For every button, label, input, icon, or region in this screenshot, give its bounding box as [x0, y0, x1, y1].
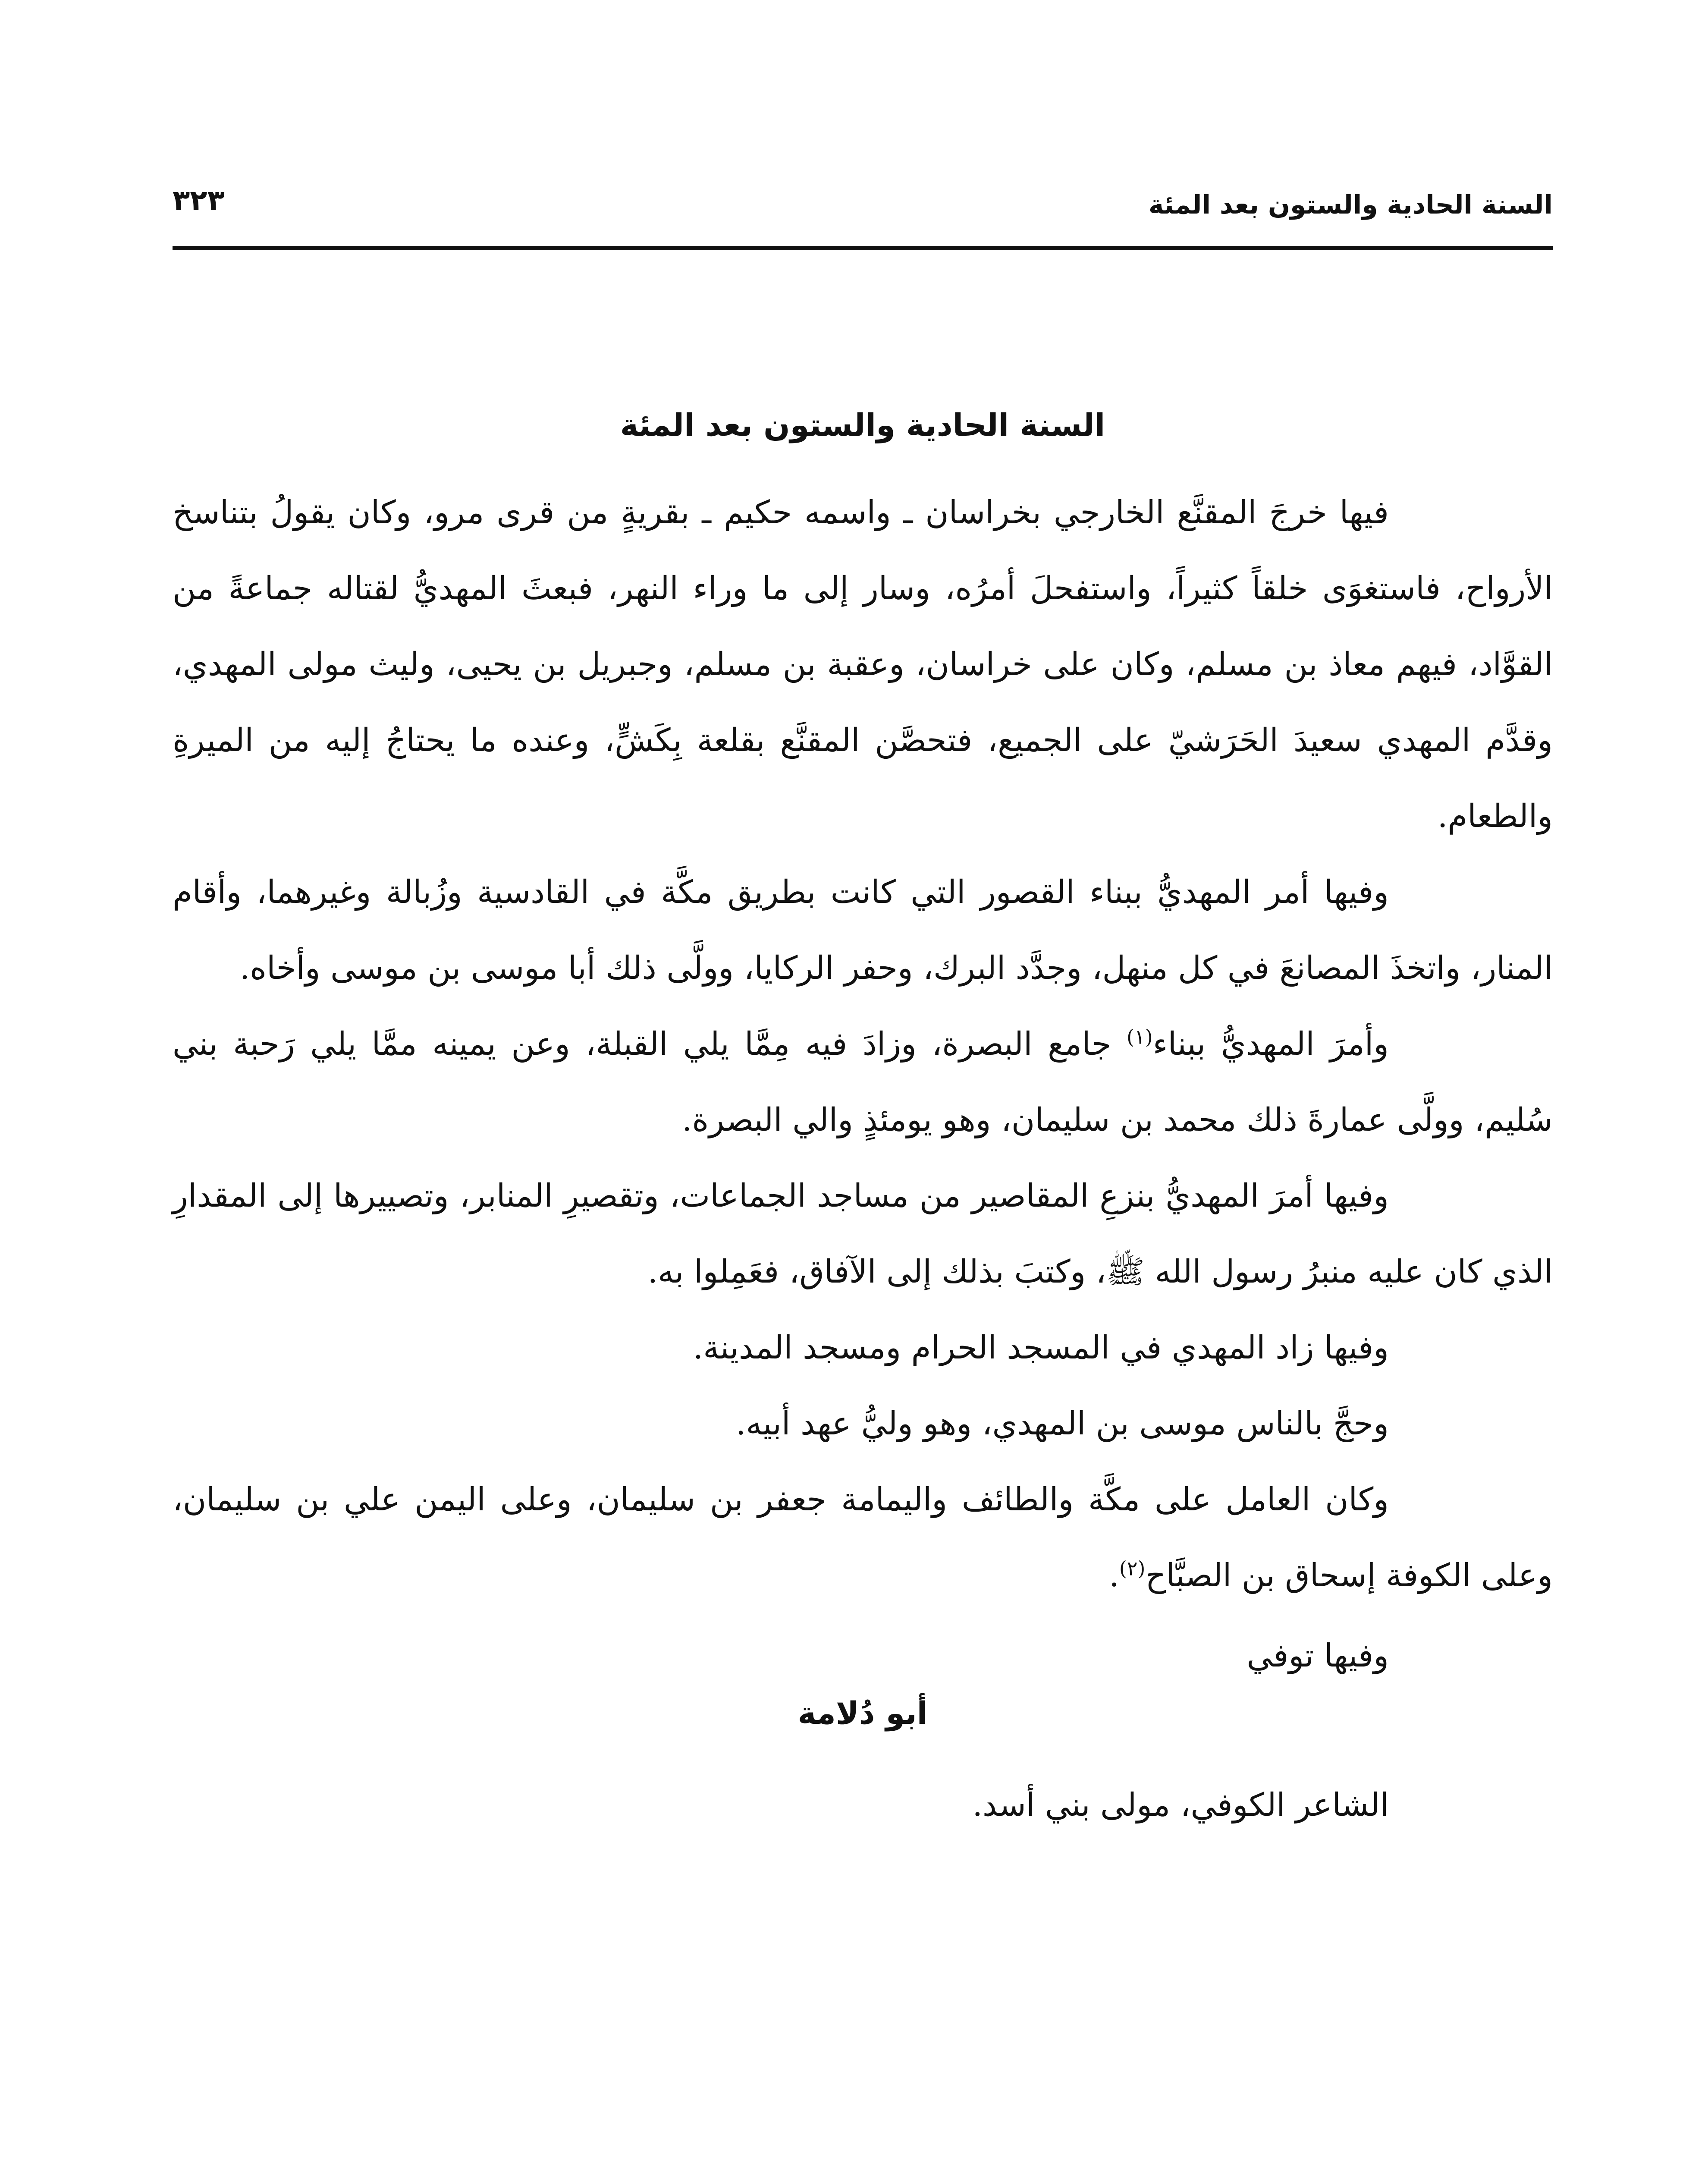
main-text	[173, 401, 1553, 1843]
paragraph-poet: الشاعر الكوفي، مولى بني أسد.	[972, 1786, 1389, 1824]
header-rule	[173, 246, 1553, 250]
paragraph-text: .	[1109, 1557, 1119, 1594]
footnote-ref-2: (٢)	[1119, 1556, 1146, 1580]
paragraph-deaths-intro: وفيها توفي	[1246, 1637, 1389, 1674]
footnote-ref-1: (١)	[1127, 1025, 1153, 1049]
page-number: ٣٢٣	[173, 184, 225, 217]
paragraph-text: جامع البصرة، وزادَ فيه مِمَّا يلي القبلة، وعن يمينه ممَّا يلي رَحبة بني سُليم، وولَّى عمارةَ ذلك محمد بن سليمان، وهو يومئذٍ والي البصرة.	[173, 1025, 1553, 1138]
subheading-abu-dulama: أبو دُلامة	[797, 1695, 928, 1731]
paragraph-text: وأمرَ المهديُّ ببناء	[1152, 1025, 1389, 1063]
running-title: السنة الحادية والستون بعد المئة	[1148, 190, 1553, 220]
paragraph-pulpits: وفيها أمرَ المهديُّ بنزعِ المقاصير من مساجد الجماعات، وتقصيرِ المنابر، وتصييرها إلى المقدارِ الذي كان عليه منبرُ رسول الله ﷺ، وكتبَ بذلك إلى الآفاق، فعَمِلوا به.	[173, 1177, 1553, 1290]
paragraph-governors	[173, 1462, 1553, 1613]
paragraph-text: وكان العامل على مكَّة والطائف واليمامة جعفر بن سليمان، وعلى اليمن علي بن سليمان، وعلى الكوفة إسحاق بن الصبَّاح	[173, 1481, 1553, 1594]
paragraph-basra-mosque	[173, 1006, 1553, 1158]
paragraph-hajj: وحجَّ بالناس موسى بن المهدي، وهو وليُّ عهد أبيه.	[735, 1405, 1389, 1442]
section-title: السنة الحادية والستون بعد المئة	[620, 407, 1105, 443]
paragraph-muqanna: فيها خرجَ المقنَّع الخارجي بخراسان ـ واسمه حكيم ـ بقريةٍ من قرى مرو، وكان يقولُ بتناسخ الأرواح، فاستغوَى خلقاً كثيراً، واستفحلَ أمرُه، وسار إلى ما وراء النهر، فبعثَ المهديُّ لقتاله جماعةً من القوَّاد، فيهم معاذ بن مسلم، وكان على خراسان، وعقبة بن مسلم، وجبريل بن يحيى، وليث مولى المهدي، وقدَّم المهدي سعيدَ الحَرَشيّ على الجميع، فتحصَّن المقنَّع بقلعة بِكَشٍّ، وعنده ما يحتاجُ إليه من الميرةِ والطعام.	[173, 494, 1553, 835]
paragraph-mosque-expansion: وفيها زاد المهدي في المسجد الحرام ومسجد المدينة.	[693, 1329, 1389, 1366]
paragraph-palaces: وفيها أمر المهديُّ ببناء القصور التي كانت بطريق مكَّة في القادسية وزُبالة وغيرهما، وأقام المنار، واتخذَ المصانعَ في كل منهل، وجدَّد البرك، وحفر الركايا، وولَّى ذلك أبا موسى بن موسى وأخاه.	[173, 874, 1553, 987]
running-header	[173, 168, 1553, 233]
